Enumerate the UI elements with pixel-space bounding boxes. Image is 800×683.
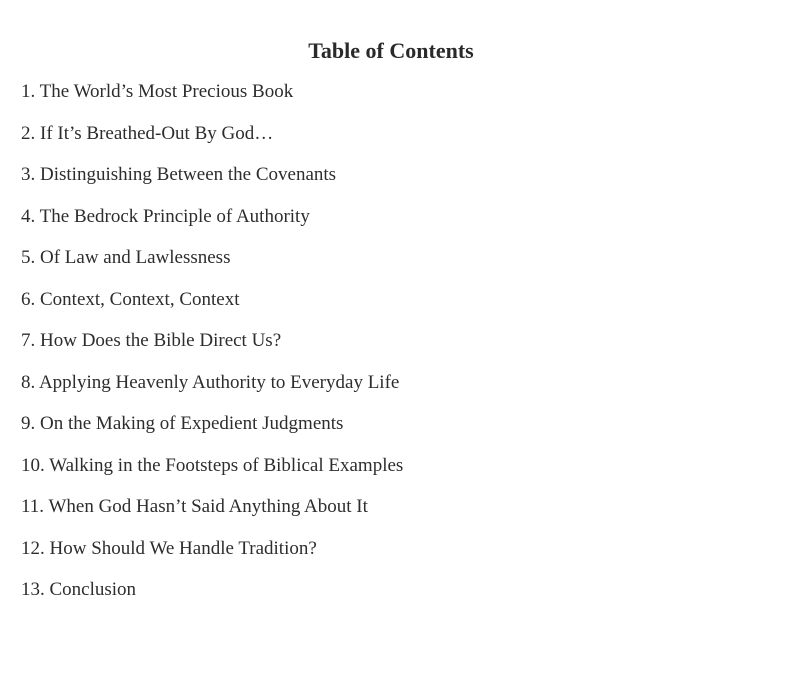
toc-entry-label: 8. Applying Heavenly Authority to Everyday Life — [21, 371, 400, 393]
toc-entry-4[interactable] — [21, 203, 403, 245]
toc-entry-9[interactable] — [21, 410, 403, 452]
toc-entry-label: 2. If It’s Breathed-Out By God… — [21, 122, 274, 144]
toc-entry-label: 5. Of Law and Lawlessness — [21, 247, 231, 268]
toc-entry-8[interactable] — [21, 369, 403, 411]
toc-entry-label: 3. Distinguishing Between the Covenants — [21, 164, 337, 185]
toc-entry-5[interactable] — [21, 244, 403, 286]
toc-entry-13[interactable] — [21, 576, 403, 618]
toc-entry-label: 1. The World’s Most Precious Book — [21, 81, 294, 102]
toc-entry-12[interactable] — [21, 535, 403, 577]
toc-entry-label: 9. On the Making of Expedient Judgments — [21, 413, 344, 434]
toc-entry-1[interactable] — [21, 78, 403, 120]
toc-entry-label: 10. Walking in the Footsteps of Biblical Examples — [21, 454, 404, 476]
toc-entry-label: 4. The Bedrock Principle of Authority — [21, 205, 310, 227]
toc-entry-label: 13. Conclusion — [21, 579, 137, 600]
toc-entry-label: 7. How Does the Bible Direct Us? — [21, 330, 282, 351]
toc-entry-label: 12. How Should We Handle Tradition? — [21, 537, 317, 559]
toc-entry-7[interactable] — [21, 327, 403, 369]
toc-entry-6[interactable] — [21, 286, 403, 328]
toc-entry-11[interactable] — [21, 493, 403, 535]
toc-entry-10[interactable] — [21, 452, 403, 494]
toc-entry-label: 6. Context, Context, Context — [21, 288, 240, 310]
toc-entry-3[interactable] — [21, 161, 403, 203]
toc-entry-label: 11. When God Hasn’t Said Anything About It — [21, 496, 368, 517]
page-title: Table of Contents — [308, 38, 474, 63]
toc-list — [21, 78, 403, 618]
toc-entry-2[interactable] — [21, 120, 403, 162]
